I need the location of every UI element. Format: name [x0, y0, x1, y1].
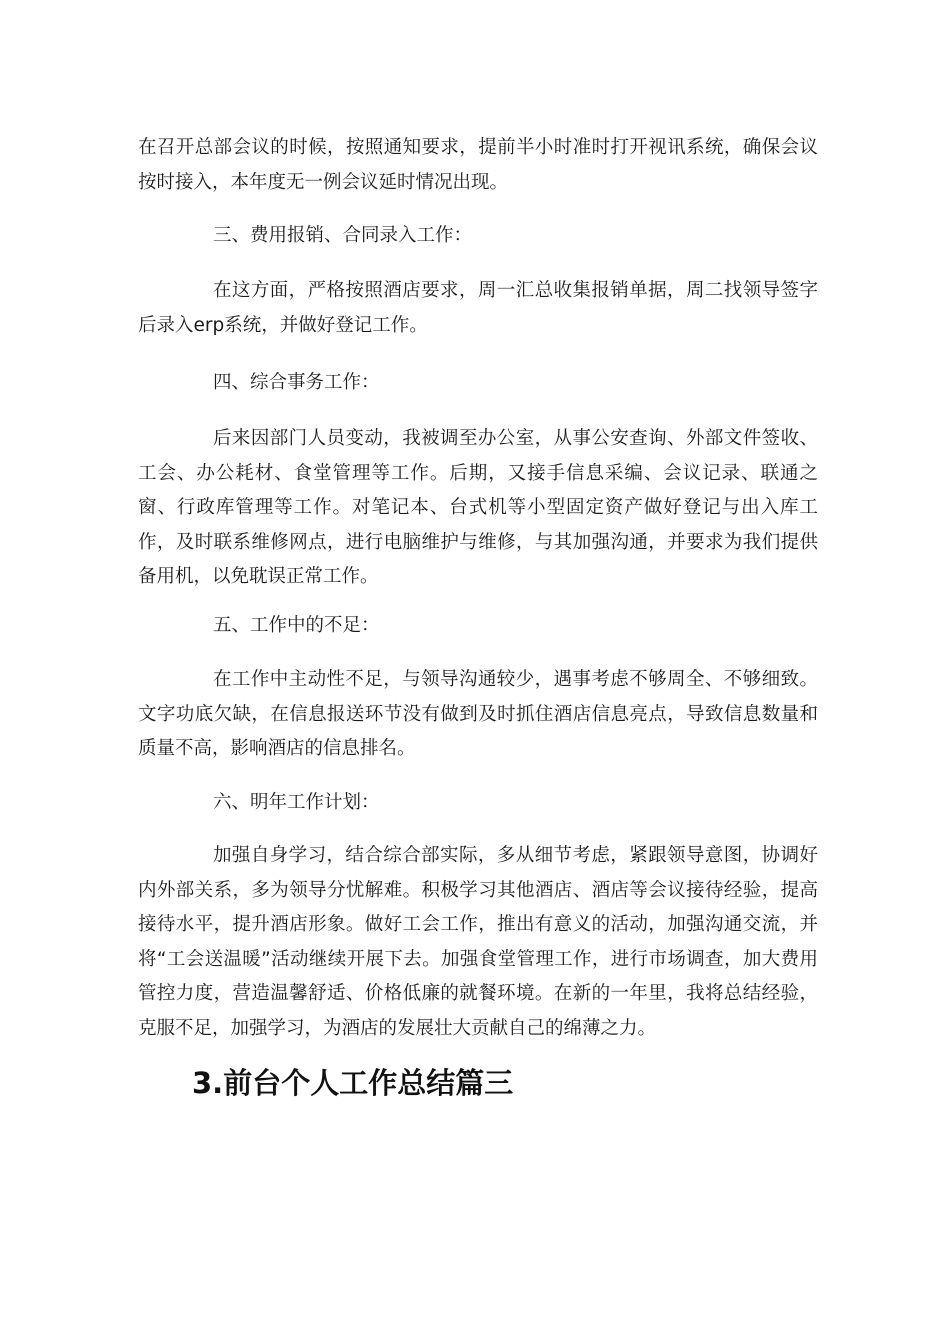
- section-title: 3.前台个人工作总结篇三: [192, 1066, 514, 1100]
- paragraph-shortcomings: 在工作中主动性不足，与领导沟通较少，遇事考虑不够周全、不够细致。文字功底欠缺，在信息报送环节没有做到及时抓住酒店信息亮点，导致信息数量和质量不高，影响酒店的信息排名。: [138, 669, 818, 759]
- heading-next-year-plan: 六、明年工作计划：: [213, 792, 380, 813]
- paragraph-expense-reimbursement: 在这方面，严格按照酒店要求，周一汇总收集报销单据，周二找领导签字后录入erp系统，并做好登记工作。: [138, 280, 818, 336]
- paragraph-next-year-plan: 加强自身学习，结合综合部实际，多从细节考虑，紧跟领导意图，协调好内外部关系，多为领导分忧解难。积极学习其他酒店、酒店等会议接待经验，提高接待水平，提升酒店形象。做好工会工作，推出有意义的活动，加强沟通交流，并将“工会送温暖”活动继续开展下去。加强食堂管理工作，进行市场调查，加大费用管控力度，营造温馨舒适、价格低廉的就餐环境。在新的一年里，我将总结经验，克服不足，加强学习，为酒店的发展壮大贡献自己的绵薄之力。: [138, 845, 818, 1039]
- paragraph-meeting-system: 在召开总部会议的时候，按照通知要求，提前半小时准时打开视讯系统，确保会议按时接入，本年度无一例会议延时情况出现。: [138, 137, 818, 193]
- heading-general-affairs: 四、综合事务工作：: [213, 372, 380, 393]
- heading-expense-reimbursement: 三、费用报销、合同录入工作：: [213, 225, 473, 246]
- heading-shortcomings: 五、工作中的不足：: [213, 615, 380, 636]
- paragraph-general-affairs: 后来因部门人员变动，我被调至办公室，从事公安查询、外部文件签收、工会、办公耗材、食堂管理等工作。后期，又接手信息采编、会议记录、联通之窗、行政库管理等工作。对笔记本、台式机等小型固定资产做好登记与出入库工作，及时联系维修网点，进行电脑维护与维修，与其加强沟通，并要求为我们提供备用机，以免耽误正常工作。: [138, 428, 818, 587]
